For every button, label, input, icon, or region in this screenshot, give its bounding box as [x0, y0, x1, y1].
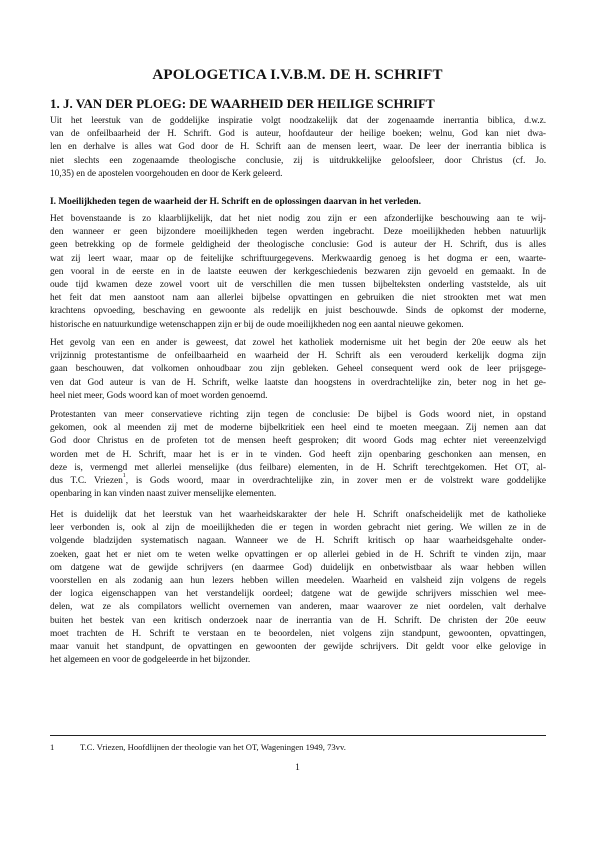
text-line: vrijzinnig protestantisme de onfeilbaarheid en waarheid der H. Schrift als een verouderd kerkelijk dogma zijn: [50, 351, 546, 362]
text-line: voorstellen en als zodanig aan hun lezers hebben willen meedelen. Waarheid en valsheid zijn volgens de regels: [50, 576, 546, 587]
paragraph-4: [50, 509, 546, 667]
text-line: deze is, vermengd met allerlei menselijke (dus feilbare) elementen, in de H. Schrift terechtgekomen. Het OT, al-: [50, 462, 546, 473]
text-fragment: , is Gods woord, maar in overdrachtelijke zin, in zover men er de volstrekt ware goddelijke: [125, 476, 546, 487]
text-line: gekomen, ook al meenden zij met de moderne bijbelkritiek een heel eind te moeten meegaan. Zij nemen aan dat: [50, 423, 546, 434]
text-line: Protestanten van meer conservatieve richting zijn tegen de conclusie: De bijbel is Gods woord niet, in opstand: [50, 410, 546, 420]
text-line: gaan beschouwen, dat volkomen onhoudbaar zou zijn gebleken. Geheel consequent werd ook de leer prijsgege-: [50, 364, 546, 375]
text-line: Het is duidelijk dat het leerstuk van het waarheidskarakter der hele H. Schrift onafscheidelijk met de katholieke: [50, 510, 546, 520]
text-line: van de onfeilbaarheid der H. Schrift. God is auteur, hoofdauteur der heilige boeken; welnu, God kan niet dwa-: [50, 129, 546, 140]
section-heading: 1. J. VAN DER PLOEG: DE WAARHEID DER HEILIGE SCHRIFT: [50, 96, 435, 111]
text-line: len en derhalve is alles wat God door de H. Schrift aan de mensen leert, waar. De leer der inerrantia biblica is: [50, 142, 546, 153]
text-line: zoeken, gaat het er niet om te weten welke opvattingen er op allerlei gebied in de H. Schrift te vinden zijn, maar: [50, 549, 546, 560]
text-line: Uit het leerstuk van de goddelijke inspiratie volgt noodzakelijk dat der zogenaamde inerrantia biblica, d.w.z.: [50, 116, 546, 126]
text-line: om datgene wat de gewijde schrijvers (en daarmee God) duidelijk en onbetwistbaar als waar hebben willen: [50, 562, 546, 573]
text-line: buiten het bestek van een kritisch onderzoek naar de inerrantia van de H. Schrift. De christen der 20e eeuw: [50, 615, 546, 626]
text-line: krachtens opvoeding, beschaving en gewoonte als redelijk en juist beschouwde. Sinds de opkomst der moderne,: [50, 306, 546, 317]
text-line: openbaring in kan vinden naast zuiver menselijke elementen.: [50, 489, 277, 500]
text-line: ven dat God auteur is van de H. Schrift, welke laatste dan hoogstens in overdrachtelijke zin, beter nog in het ge-: [50, 377, 546, 388]
document-title: APOLOGETICA I.V.B.M. DE H. SCHRIFT: [152, 67, 443, 83]
text-line: der logica eigenschappen van het verstandelijk oordeel; datgene wat de gewijde schrijvers misschien wel mee-: [50, 589, 546, 600]
paragraph-3: [50, 409, 546, 501]
text-line: delen, wat ze als compilators wellicht overnemen van anderen, maar waarover ze niet oordelen, valt derhalve: [50, 602, 546, 613]
text-line: worden met de H. Schrift, maar het is er in te vinden. God heeft zijn openbaring geschonken aan mensen, en: [50, 449, 546, 460]
text-line: heel niet meer, Gods woord kan of moet worden genoemd.: [50, 390, 268, 401]
subheading: I. Moeilijkheden tegen de waarheid der H. Schrift en de oplossingen daarvan in het verleden.: [50, 197, 421, 207]
text-line: wat zij leert waar, maar op de feitelijke schriftuurgegevens. Merkwaardig genoeg is het dogma er een, waarte-: [50, 253, 546, 264]
text-line: [50, 475, 546, 488]
text-line: Het bovenstaande is zo klaarblijkelijk, dat het niet nodig zou zijn er een afzonderlijke beschouwing aan te wij-: [50, 214, 546, 224]
text-line: den wanneer er geen bijzondere moeilijkheden tegen werden ingebracht. Deze moeilijkheden hebben natuurlijk: [50, 227, 546, 238]
text-line: het algemeen en voor de godgeleerde in het bijzonder.: [50, 655, 251, 666]
page-number: 1: [295, 763, 300, 773]
text-line: 10,35) en de apostelen voorgehouden en door de Kerk geleerd.: [50, 168, 283, 179]
text-line: gen vooral in de eerste en in de laatste eeuwen der kerkgeschiedenis bezwaren zijn gevoeld en gemaakt. In de: [50, 266, 546, 277]
text-line: geen betrekking op de formele geldigheid der theologische conclusie: God is auteur der H. Schrift, dus is alles: [50, 240, 546, 251]
footnote-reference[interactable]: 1: [122, 473, 126, 480]
footnote: [50, 742, 546, 753]
text-line: moet trachten de H. Schrift te verstaan en te beoordelen, niet volgens zijn standpunt, gewoonten, opvattingen,: [50, 628, 546, 639]
text-line: God door Christus en de profeten tot de mensen heeft gesproken; dit woord Gods mag echter niet vereenzelvigd: [50, 436, 546, 447]
text-fragment: dus T.C. Vriezen: [50, 476, 123, 487]
text-line: historische en natuurkundige wetenschappen zijn er bij de oude moeilijkheden nog een aantal nieuwe gekomen.: [50, 319, 464, 330]
text-line: het feit dat men aanstoot nam aan allerlei bijbelse opvattingen en gebruiken die niet strookten met wat men: [50, 293, 546, 304]
paragraph-1: [50, 213, 546, 332]
footnote-number: 1: [50, 742, 55, 752]
footnote-text: T.C. Vriezen, Hoofdlijnen der theologie van het OT, Wageningen 1949, 73vv.: [80, 742, 346, 752]
text-line: leer verbonden is, ook al zijn de moeilijkheden die er tegen in worden gebracht niet gering. We willen ze in de: [50, 523, 546, 534]
text-line: maar vanuit het standpunt, de opvattingen en gewoonten der gewijde schrijvers. Dit geldt voor elke gelovige in: [50, 642, 546, 653]
footnote-divider: [50, 735, 546, 736]
text-line: Het gevolg van een en ander is geweest, dat zowel het katholiek modernisme uit het begin der 20e eeuw als het: [50, 338, 546, 348]
text-line: niet slechts een zogenaamde theologische conclusie, zij is uitdrukkelijke geloofsleer, door Christus (cf. Jo.: [50, 155, 546, 166]
text-line: volgende bladzijden systematisch nagaan. Wanneer we de H. Schrift kritisch op haar waarheidsgehalte onder-: [50, 536, 546, 547]
text-line: oude tijd kwamen deze zowel voort uit de verschillen die men tussen bijbelteksten onderling vaststelde, als uit: [50, 280, 546, 291]
intro-paragraph: [50, 115, 546, 181]
paragraph-2: [50, 337, 546, 403]
